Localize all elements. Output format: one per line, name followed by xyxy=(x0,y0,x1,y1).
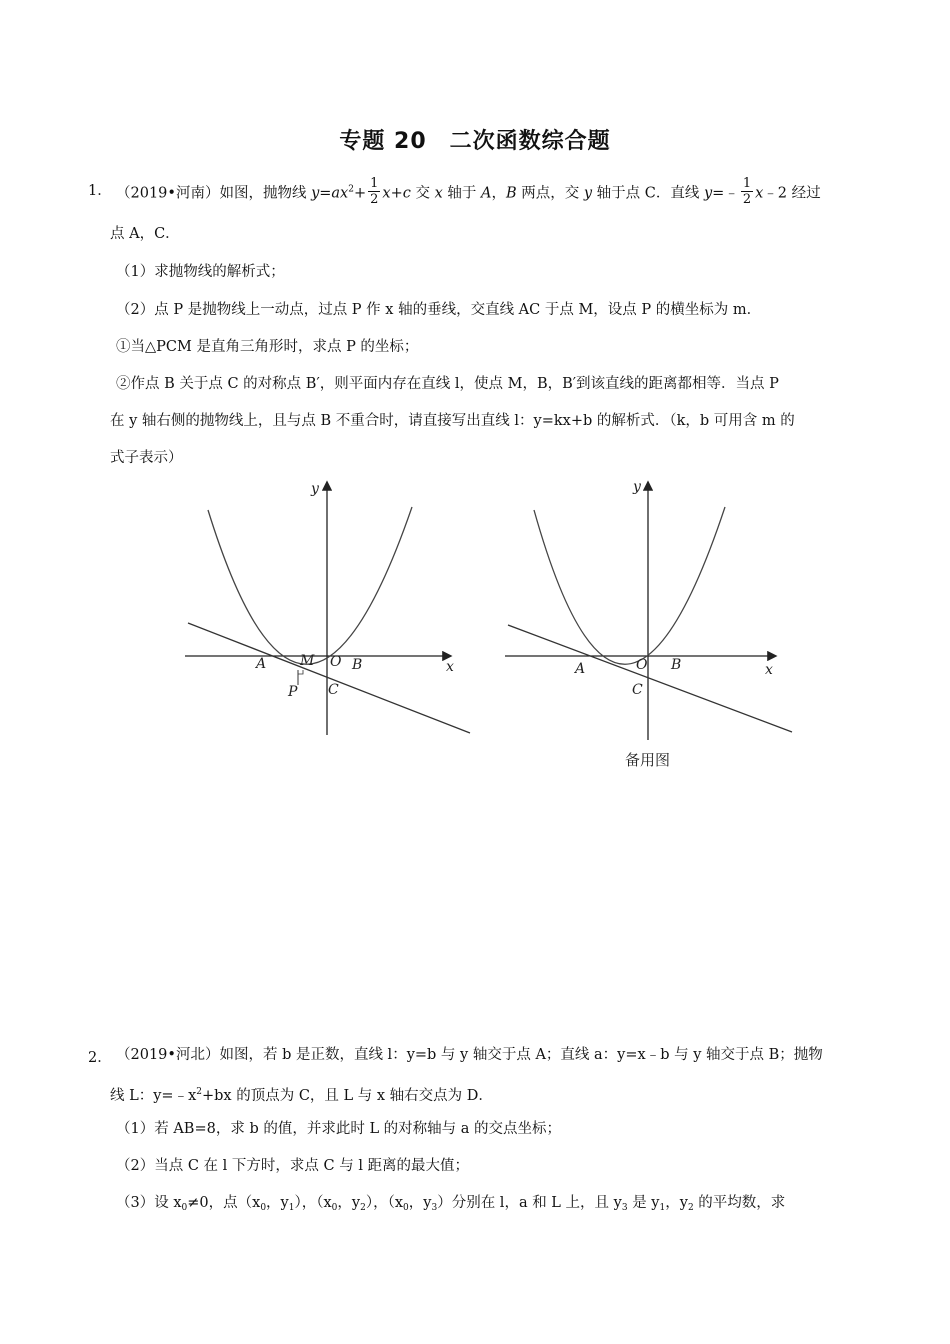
sub-question-2: （2）点 P 是抛物线上一动点，过点 P 作 x 轴的垂线，交直线 AC 于点 M，设点 P 的横坐标为 m． xyxy=(116,302,762,318)
sub-question-2b: ②作点 B 关于点 C 的对称点 B′，则平面内存在直线 l，使点 M，B，B′到该直线的距离都相等．当点 P xyxy=(116,376,779,392)
question-text-line: （2019•河南）如图，抛物线 $y=ax^2+$ $\frac{1}{2}$ x+c 交 x 轴于 A，B 两点，交 y 轴于点 C．直线 y=﹣ $\frac{1}{2}$ x﹣2 经过 xyxy=(116,176,821,207)
figure-caption: 备用图 xyxy=(625,751,671,769)
question-text-line: 线 L：$y=﹣x^2+bx$ 的顶点为 C，且 L 与 x 轴右交点为 D． xyxy=(110,1087,493,1104)
label-a: A xyxy=(256,656,267,672)
label-b: B xyxy=(671,657,682,673)
question-text-line: 在 y 轴右侧的抛物线上，且与点 B 不重合时，请直接写出直线 l：y=kx+b 的解析式．（k，b 可用含 m 的 xyxy=(110,413,795,429)
question-text-line: 式子表示） xyxy=(110,450,183,466)
label-b: B xyxy=(352,657,363,673)
label-y: y xyxy=(311,481,319,497)
label-c: C xyxy=(328,682,339,698)
line-ac xyxy=(188,623,470,733)
parabola xyxy=(208,507,412,664)
label-o: O xyxy=(636,657,648,673)
question-text-line: 点 A，C． xyxy=(110,226,180,242)
figure-1 xyxy=(180,475,480,750)
sub-question-2: （2）当点 C 在 l 下方时，求点 C 与 l 距离的最大值； xyxy=(116,1158,470,1174)
question-text-line: （2019•河北）如图，若 b 是正数，直线 l：y=b 与 y 轴交于点 A；直线 a：y=x﹣b 与 y 轴交于点 B；抛物 xyxy=(116,1047,823,1063)
label-x: x xyxy=(446,659,454,675)
line-ac xyxy=(508,625,792,732)
label-c: C xyxy=(632,682,643,698)
label-p: P xyxy=(288,684,298,700)
label-y: y xyxy=(633,479,641,495)
figure-2 xyxy=(500,475,800,775)
label-a: A xyxy=(575,661,586,677)
fraction: $\frac{1}{2}$ xyxy=(742,176,752,207)
sub-question-1: （1）若 AB=8，求 b 的值，并求此时 L 的对称轴与 a 的交点坐标； xyxy=(116,1121,562,1137)
right-angle-mark xyxy=(298,670,303,674)
question-number: 2． xyxy=(88,1050,112,1066)
sub-question-1: （1）求抛物线的解析式； xyxy=(116,264,285,280)
label-m: M xyxy=(300,653,315,669)
fraction: $\frac{1}{2}$ xyxy=(370,176,379,207)
sub-question-2a: ①当△PCM 是直角三角形时，求点 P 的坐标； xyxy=(116,339,419,355)
parabola xyxy=(534,507,725,664)
question-number: 1． xyxy=(88,183,112,199)
label-x: x xyxy=(765,662,773,678)
label-o: O xyxy=(330,654,342,670)
sub-question-3: （3）设 $x_0\ne 0$，点（$x_0$，$y_1$），（$x_0$，$y_2$），（$x_0$，$y_3$）分别在 l，a 和 L 上，且 $y_3$ 是 $y_1$，$y_2$ 的平均数，求 xyxy=(116,1195,786,1213)
page-title: 专题 20 二次函数综合题 xyxy=(339,129,611,154)
